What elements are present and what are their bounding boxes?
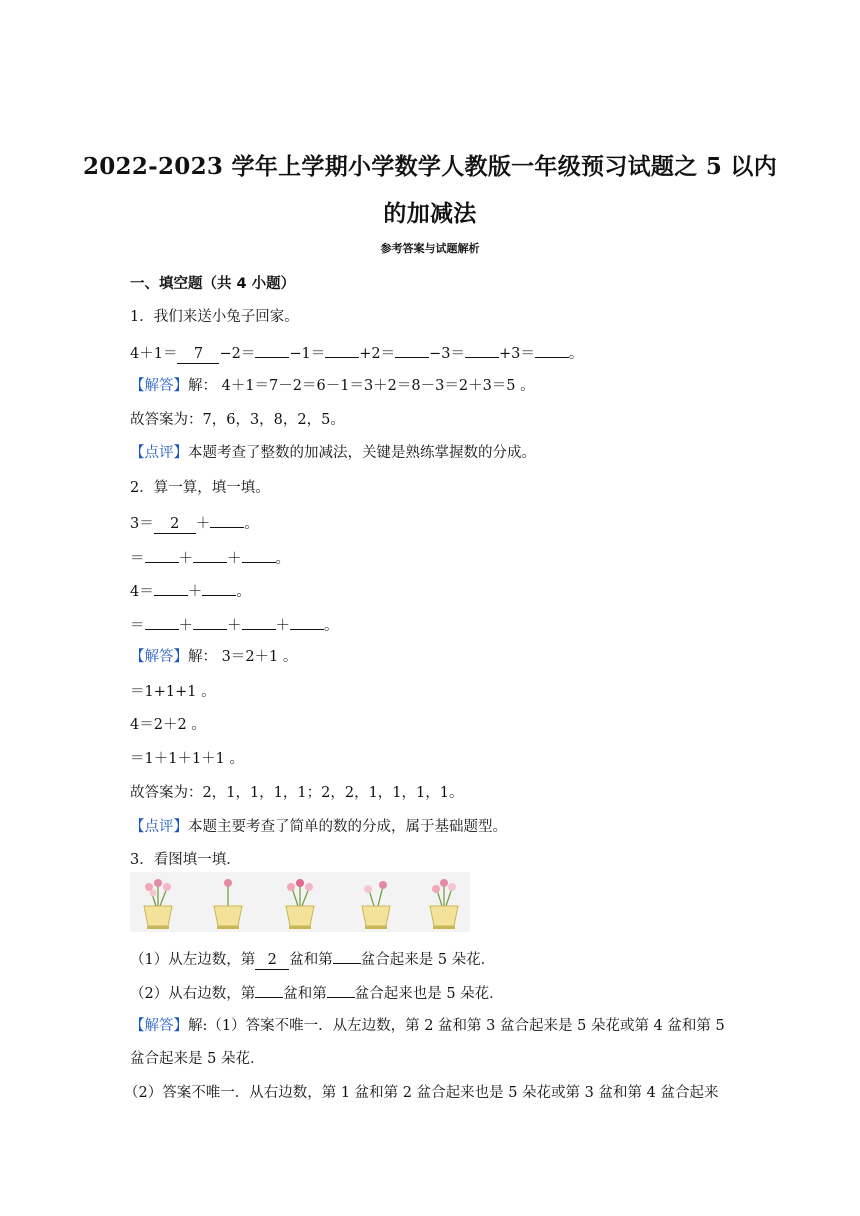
plus-sign: ＋	[227, 551, 242, 567]
q3-s1-b: 盆和第	[289, 952, 333, 968]
q2-l4-blank-2[interactable]	[193, 612, 227, 630]
q2-answer-line-3: 4＝2＋2 。	[130, 717, 206, 733]
flower-pots-illustration	[130, 872, 470, 932]
q3-s1-blank-1[interactable]: 2	[255, 952, 289, 970]
plus-sign: ＋	[178, 618, 193, 634]
plus-sign: ＋	[275, 618, 290, 634]
q3-answer-text-1: 解:（1）答案不唯一．从左边数，第 2 盆和第 3 盆合起来是 5 朵花或第 4 盆和第 5	[188, 1018, 725, 1034]
q1-blank-3[interactable]	[325, 340, 359, 358]
q1-eq-part2: −1＝	[289, 346, 326, 362]
q1-eq-end: 。	[568, 346, 584, 362]
q1-eq-start: 4＋1＝	[130, 346, 178, 362]
period: 。	[236, 584, 251, 600]
q2-answer-text: 解： 3＝2＋1 。	[188, 649, 298, 665]
q2-l3-blank-2[interactable]	[202, 578, 236, 596]
flower-pots-image	[130, 872, 470, 932]
q3-answer-tag: 【解答】	[130, 1018, 188, 1034]
q2-l3-blank-1[interactable]	[154, 578, 188, 596]
q1-blank-6[interactable]	[535, 340, 569, 358]
q3-answer-line-3: （2）答案不唯一．从右边数，第 1 盆和第 2 盆合起来也是 5 朵花或第 3 盆和第 4 盆合起来	[124, 1085, 719, 1101]
q2-line-1	[130, 510, 259, 534]
flower-pot-5	[430, 879, 458, 929]
q3-answer-line-2: 盆合起来是 5 朵花．	[130, 1051, 265, 1067]
flower-pot-1	[144, 879, 172, 929]
q1-eq-part3: +2＝	[359, 346, 396, 362]
q1-comment-tag: 【点评】	[130, 445, 188, 461]
flower-pot-3	[286, 879, 314, 929]
q1-blank-2[interactable]	[255, 340, 289, 358]
q2-l2-blank-1[interactable]	[145, 545, 179, 563]
plus-sign: ＋	[187, 584, 203, 600]
q1-answer-tag: 【解答】	[130, 378, 188, 394]
q3-s2-blank-1[interactable]	[255, 980, 283, 998]
q2-answer-line-2: ＝1+1+1 。	[130, 684, 216, 700]
equals-sign: ＝	[130, 618, 145, 634]
q3-answer	[130, 1014, 725, 1035]
q2-answer-line-4: ＝1＋1＋1＋1 。	[130, 751, 245, 767]
q3-s2-b: 盆和第	[283, 986, 327, 1002]
q2-answer	[130, 645, 297, 666]
q2-l1-blank-2[interactable]	[210, 510, 244, 528]
q1-eq-part5: +3＝	[498, 346, 535, 362]
q2-l2-blank-2[interactable]	[193, 545, 227, 563]
q2-answer-tag: 【解答】	[130, 649, 188, 665]
q2-line-4	[130, 612, 339, 635]
q1-equation	[130, 340, 583, 364]
q3-sub-1	[130, 946, 495, 970]
q1-answer	[130, 374, 535, 395]
document-subtitle: 参考答案与试题解析	[380, 242, 480, 255]
q2-comment	[130, 815, 507, 836]
q1-final-answer: 故答案为：7，6，3，8，2，5。	[130, 412, 345, 428]
q2-l4-blank-3[interactable]	[242, 612, 276, 630]
q3-sub-2	[130, 980, 504, 1003]
plus-sign: ＋	[227, 618, 242, 634]
q2-question: 2．算一算，填一填。	[130, 480, 270, 496]
document-title-line1: 2022-2023 学年上学期小学数学人教版一年级预习试题之 5 以内	[82, 153, 778, 180]
q1-blank-1[interactable]: 7	[177, 346, 219, 364]
document-title-line2: 的加减法	[383, 200, 477, 227]
q2-line-3	[130, 578, 251, 601]
q2-l1-start: 3＝	[130, 516, 154, 532]
q2-l3-start: 4＝	[130, 584, 154, 600]
period: 。	[275, 551, 290, 567]
q2-l2-blank-3[interactable]	[242, 545, 276, 563]
period: 。	[244, 516, 259, 532]
flower-pot-4	[362, 881, 390, 929]
q3-s1-blank-2[interactable]	[333, 946, 361, 964]
q3-s1-c: 盆合起来是 5 朵花．	[360, 952, 496, 968]
q1-blank-5[interactable]	[465, 340, 499, 358]
q3-s2-a: （2）从右边数，第	[130, 986, 256, 1002]
q3-s2-c: 盆合起来也是 5 朵花．	[354, 986, 504, 1002]
q3-s1-a: （1）从左边数，第	[130, 952, 256, 968]
q3-s2-blank-2[interactable]	[327, 980, 355, 998]
q1-answer-text: 解： 4＋1＝7－2＝6－1＝3＋2＝8－3＝2＋3＝5 。	[188, 378, 535, 394]
q2-l4-blank-1[interactable]	[145, 612, 179, 630]
q1-question: 1．我们来送小兔子回家。	[130, 309, 299, 325]
q2-final-answer: 故答案为：2，1，1，1，1；2，2，1，1，1，1。	[130, 785, 464, 801]
q2-line-2	[130, 545, 290, 568]
q1-eq-part4: −3＝	[429, 346, 465, 362]
period: 。	[324, 618, 339, 634]
q3-question: 3．看图填一填．	[130, 852, 241, 868]
q2-l1-blank-1[interactable]: 2	[154, 516, 196, 534]
flower-pot-2	[214, 879, 242, 929]
q1-comment-text: 本题考查了整数的加减法，关键是熟练掌握数的分成。	[188, 445, 536, 461]
plus-sign: ＋	[195, 516, 211, 532]
q1-blank-4[interactable]	[395, 340, 429, 358]
q2-l4-blank-4[interactable]	[290, 612, 324, 630]
q1-comment	[130, 441, 536, 462]
q2-comment-tag: 【点评】	[130, 819, 188, 835]
plus-sign: ＋	[178, 551, 193, 567]
section-heading: 一、填空题（共 4 小题）	[130, 276, 296, 292]
q1-eq-part1: −2＝	[219, 346, 256, 362]
equals-sign: ＝	[130, 551, 145, 567]
q2-comment-text: 本题主要考查了简单的数的分成，属于基础题型。	[188, 819, 507, 835]
